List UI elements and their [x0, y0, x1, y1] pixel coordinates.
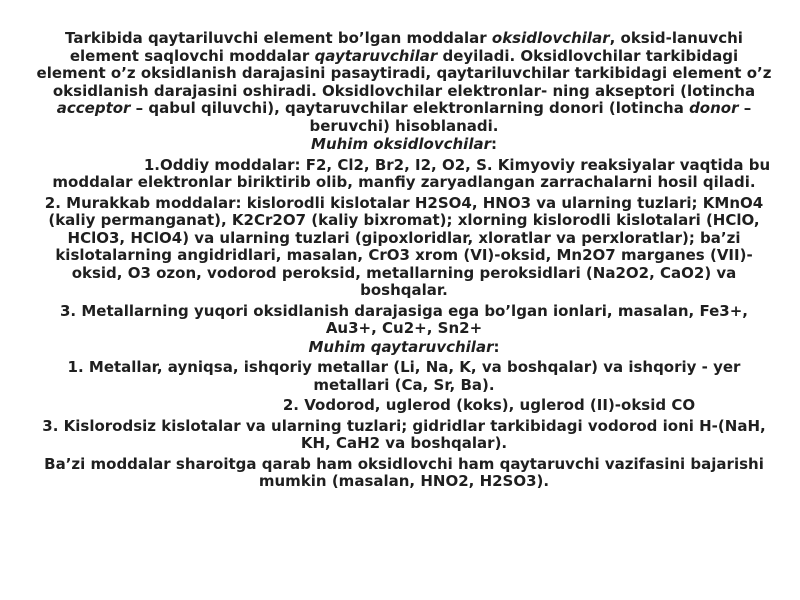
- oxidizers-heading-colon: :: [490, 135, 497, 153]
- oxidizers-item-1: 1.Oddiy moddalar: F2, Cl2, Br2, I2, O2, S. Kimyoviy reaksiyalar vaqtida bu moddalar elektronlar biriktirib olib, manfiy zaryadlangan zarrachalarni hosil qiladi.: [52, 155, 771, 191]
- intro-text-5: – beruvchi) hisoblanadi.: [309, 99, 752, 135]
- intro-text-3: deyiladi. Oksidlovchilar tarkibidagi element o’z oksidlanish darajasini pasaytiradi, qaytariluvchilar tarkibidagi element o’z oksidlanish darajasini oshiradi. Oksidlovchilar elektronlar- ning akseptori (lotincha: [36, 46, 772, 100]
- reducers-item-1: 1. Metallar, ayniqsa, ishqoriy metallar (Li, Na, K, va boshqalar) va ishqoriy - yer metallari (Ca, Sr, Ba).: [67, 358, 741, 394]
- reducers-heading-colon: :: [493, 337, 500, 356]
- reducers-heading: [34, 339, 774, 357]
- term-oxidizers: oksidlovchilar: [491, 29, 610, 47]
- reducers-heading-text: Muhim qaytaruvchilar: [308, 337, 494, 356]
- intro-text-2: , oksid-lanuvchi element saqlovchi moddalar: [69, 29, 743, 65]
- oxidizers-heading: [34, 136, 774, 154]
- oxidizers-item-3: 3. Metallarning yuqori oksidlanish darajasiga ega bo’lgan ionlari, masalan, Fe3+, Au3+, Cu2+, Sn2+: [60, 301, 748, 337]
- reducers-item-3: 3. Kislorodsiz kislotalar va ularning tuzlari; gidridlar tarkibidagi vodorod ioni H-(NaH, KH, CaH2 va boshqalar).: [42, 416, 766, 452]
- oxidizers-item-2: 2. Murakkab moddalar: kislorodli kislotalar H2SO4, HNO3 va ularning tuzlari; KMnO4 (kaliy permanganat), K2Cr2O7 (kaliy bixromat); xlorning kislorodli kislotalari (HClO, HClO3, HClO4) va ularning tuzlari (gipoxloridlar, xloratlar va perxloratlar); ba’zi kislotalarning angidridlari, masalan, CrO3 xrom (VI)-oksid, Mn2O7 marganes (VII)-oksid, O3 ozon, vodorod peroksid, metallarning peroksidlari (Na2O2, CaO2) va boshqalar.: [44, 193, 764, 299]
- term-acceptor: acceptor: [56, 99, 131, 117]
- oxidizers-heading-text: Muhim oksidlovchilar: [311, 135, 491, 153]
- term-reducers: qaytaruvchilar: [314, 46, 438, 65]
- intro-paragraph: [34, 30, 774, 135]
- intro-text-4: – qabul qiluvchi), qaytaruvchilar elektronlarning donori (lotincha: [130, 99, 690, 117]
- intro-text-1: Tarkibida qaytariluvchi element bo’lgan moddalar: [65, 29, 492, 47]
- closing-paragraph: Ba’zi moddalar sharoitga qarab ham oksidlovchi ham qaytaruvchi vazifasini bajarishi mumkin (masalan, HNO2, H2SO3).: [44, 454, 764, 490]
- term-donor: donor: [689, 99, 739, 117]
- reducers-item-2: 2. Vodorod, uglerod (koks), uglerod (II)-oksid CO: [282, 396, 696, 414]
